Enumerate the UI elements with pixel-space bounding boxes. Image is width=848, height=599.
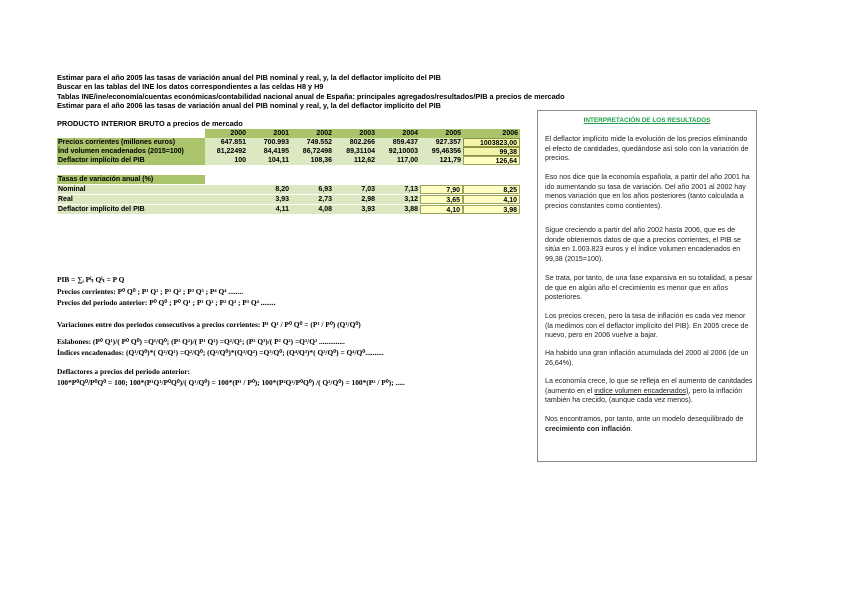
table-cell[interactable]: 4,08 — [318, 206, 332, 213]
panel-paragraph — [545, 415, 753, 434]
panel-paragraph: El deflactor implícito mide la evolución de los precios eliminando el efecto de cantidades, quedándose así solo con la variación de precios. — [545, 135, 749, 163]
formula-deflactores-title: Deflactores a precios del periodo anterior: — [57, 367, 190, 376]
table-cell[interactable]: 6,93 — [318, 186, 332, 193]
table-cell[interactable]: 2,73 — [318, 196, 332, 203]
table-cell-h8[interactable]: 1003823,00 — [463, 138, 520, 147]
instruction-line-4: Estimar para el año 2006 las tasas de variación anual del PIB nominal y real, y, la del deflactor implícito del PIB — [57, 101, 441, 110]
panel-paragraph: Se trata, por tanto, de una fase expansiva en su totalidad, a pesar de que en algún año el crecimiento es menor que en años posteriores. — [545, 274, 753, 302]
table-cell[interactable]: 3,93 — [361, 206, 375, 213]
table-cell[interactable]: 3,88 — [404, 206, 418, 213]
panel-paragraph: Eso nos dice que la economía española, a partir del año 2001 ha ido aumentando su tasa de variación. Del año 2001 al 2002 hay menos variación que en los años posteriores (tanto calculada a precios constantes como contientes). — [545, 173, 750, 210]
table-cell[interactable]: 7,13 — [404, 186, 418, 193]
year-header: 2001 — [273, 130, 289, 137]
table-cell[interactable]: 86,72498 — [302, 148, 332, 155]
table-cell[interactable]: 81,22492 — [216, 148, 246, 155]
formula-precios-anterior: Precios del periodo anterior: P⁰ Q⁰ ; P⁰ Q¹ ; P¹ Q² ; P² Q³ ; P³ Q⁴ ........ — [57, 298, 276, 307]
table-cell[interactable]: 4,10 — [420, 205, 463, 214]
table-cell[interactable]: 89,31104 — [346, 148, 375, 155]
year-header: 2005 — [445, 130, 461, 137]
instruction-line-1: Estimar para el año 2005 las tasas de variación anual del PIB nominal y real, y, la del deflactor implícito del PIB — [57, 73, 441, 82]
panel-underlined-text: indice volumen encadenados) — [594, 386, 689, 395]
year-header: 2004 — [402, 130, 418, 137]
table-cell[interactable]: 100 — [234, 157, 246, 164]
panel-text: Nos encontramos, por tanto, ante un modelo desequilibrado de — [545, 415, 744, 423]
table-cell[interactable]: 104,11 — [267, 157, 289, 164]
table-cell[interactable]: 117,00 — [396, 157, 418, 164]
year-header: 2006 — [502, 130, 518, 137]
table-cell[interactable]: 802.266 — [349, 139, 375, 146]
table-cell-h9[interactable]: 99,38 — [463, 147, 520, 156]
table-cell[interactable]: 4,10 — [463, 195, 520, 204]
table-cell[interactable]: 126,64 — [463, 156, 520, 165]
table-cell[interactable]: 92,10003 — [388, 148, 418, 155]
table-cell[interactable]: 8,25 — [463, 185, 520, 194]
table-cell[interactable]: 927.357 — [435, 139, 461, 146]
table-cell[interactable]: 749.552 — [306, 139, 332, 146]
formula-precios-corrientes: Precios corrientes: P⁰ Q⁰ ; P¹ Q¹ ; P² Q² ; P³ Q³ ; P⁴ Q⁴ ........ — [57, 287, 244, 296]
row-label: Precios corrientes (millones euros) — [58, 139, 176, 146]
row-label: Índ volumen encadenados (2015=100) — [58, 148, 184, 155]
table1-title: PRODUCTO INTERIOR BRUTO a precios de mercado — [57, 119, 243, 128]
year-header: 2000 — [230, 130, 246, 137]
panel-text: , pero la inflación también ha crecido, (aunque cada vez menos). — [545, 386, 743, 405]
table-cell[interactable]: 112,62 — [353, 157, 375, 164]
table-cell[interactable]: 4,11 — [275, 206, 289, 213]
table-cell[interactable]: 7,90 — [420, 185, 463, 194]
table-cell[interactable]: 647.851 — [220, 139, 246, 146]
table-cell[interactable]: 3,65 — [420, 195, 463, 204]
table-cell[interactable]: 7,03 — [361, 186, 375, 193]
table-cell[interactable]: 121,79 — [439, 157, 461, 164]
formula-eslabones: Eslabones: (P⁰ Q¹)/( P⁰ Q⁰) =Q¹/Q⁰; (P¹ Q²)/( P¹ Q¹) =Q²/Q¹; (P² Q³)/( P² Q²) =Q³/Q² .............. — [57, 337, 345, 346]
row-label: Deflactor implícito del PIB — [58, 157, 145, 164]
formula-variaciones: Variaciones entre dos periodos consecutivos a precios corrientes: P¹ Q¹ / P⁰ Q⁰ = (P¹ / P⁰) (Q¹/Q⁰) — [57, 320, 361, 329]
table-cell[interactable]: 108,36 — [310, 157, 332, 164]
panel-text: La economía crece, lo que se refleja en el aumento de canitdades (aumento en el — [545, 377, 753, 395]
interpretation-panel — [537, 110, 757, 462]
table-cell[interactable]: 84,4195 — [263, 148, 289, 155]
row-label: Deflactor implícito del PIB — [58, 206, 145, 213]
panel-text: . — [630, 424, 633, 433]
instruction-line-3: Tablas INE/ine/economía/cuentas económicas/contabilidad nacional anual de España: principales agregados/resultados/PIB a precios de mercado — [57, 92, 565, 101]
row-label: Nominal — [58, 186, 86, 193]
row-label: Real — [58, 196, 73, 203]
table-cell[interactable]: 3,93 — [275, 196, 289, 203]
table-cell[interactable]: 859.437 — [392, 139, 418, 146]
panel-bold-text: crecimiento con inflación — [545, 424, 631, 433]
table-cell[interactable]: 700.993 — [263, 139, 289, 146]
formula-indices: Índices encadenados: (Q¹/Q⁰)*( Q²/Q¹) =Q²/Q⁰; (Q²/Q⁰)*(Q³/Q²) =Q³/Q⁰; (Q⁴/Q³)*( Q³/Q⁰) = Q⁴/Q⁰.......... — [57, 348, 384, 357]
panel-paragraph — [545, 377, 753, 406]
table2-title: Tasas de variación anual (%) — [58, 176, 154, 183]
instruction-line-2: Buscar en las tablas del INE los datos correspondientes a las celdas H8 y H9 — [57, 82, 324, 91]
year-header: 2002 — [316, 130, 332, 137]
panel-paragraph: Ha habido una gran inflación acumulada del 2000 al 2006 (de un 26,64%). — [545, 349, 749, 367]
panel-paragraph: Sigue creciendo a partir del año 2002 hasta 2006, que es de donde obtenemos datos de que a precios corrientes, el PIB se sitúa en 1.003.823 euros y el índice volumen encadenados en 99,38 (2015=100). — [545, 226, 741, 263]
formula-pib: PIB = ∑ᵢ Pⁱₜ Qⁱₜ = P Q — [57, 275, 125, 284]
table-cell[interactable]: 95,46356 — [431, 148, 461, 155]
table-cell[interactable]: 8,20 — [275, 186, 289, 193]
year-header: 2003 — [359, 130, 375, 137]
table-cell[interactable]: 2,98 — [361, 196, 375, 203]
table-cell[interactable]: 3,98 — [463, 205, 520, 214]
table-cell[interactable]: 3,12 — [404, 196, 418, 203]
panel-paragraph: Los precios crecen, pero la tasa de inflación es cada vez menor (la medimos con el deflactor implícito del PIB). En 2005 crece de nuevo, pero en 2006 vuelve a bajar. — [545, 312, 749, 340]
formula-deflactores: 100*P⁰Q⁰/P⁰Q⁰ = 100; 100*(P¹Q¹/P⁰Q⁰)/( Q¹/Q⁰) = 100*(P¹ / P⁰); 100*(P²Q²/P⁰Q⁰) /( Q²/Q⁰) = 100*(P² / P⁰); ..... — [57, 378, 405, 387]
panel-title: INTERPRETACIÓN DE LOS RESULTADOS — [583, 117, 711, 124]
